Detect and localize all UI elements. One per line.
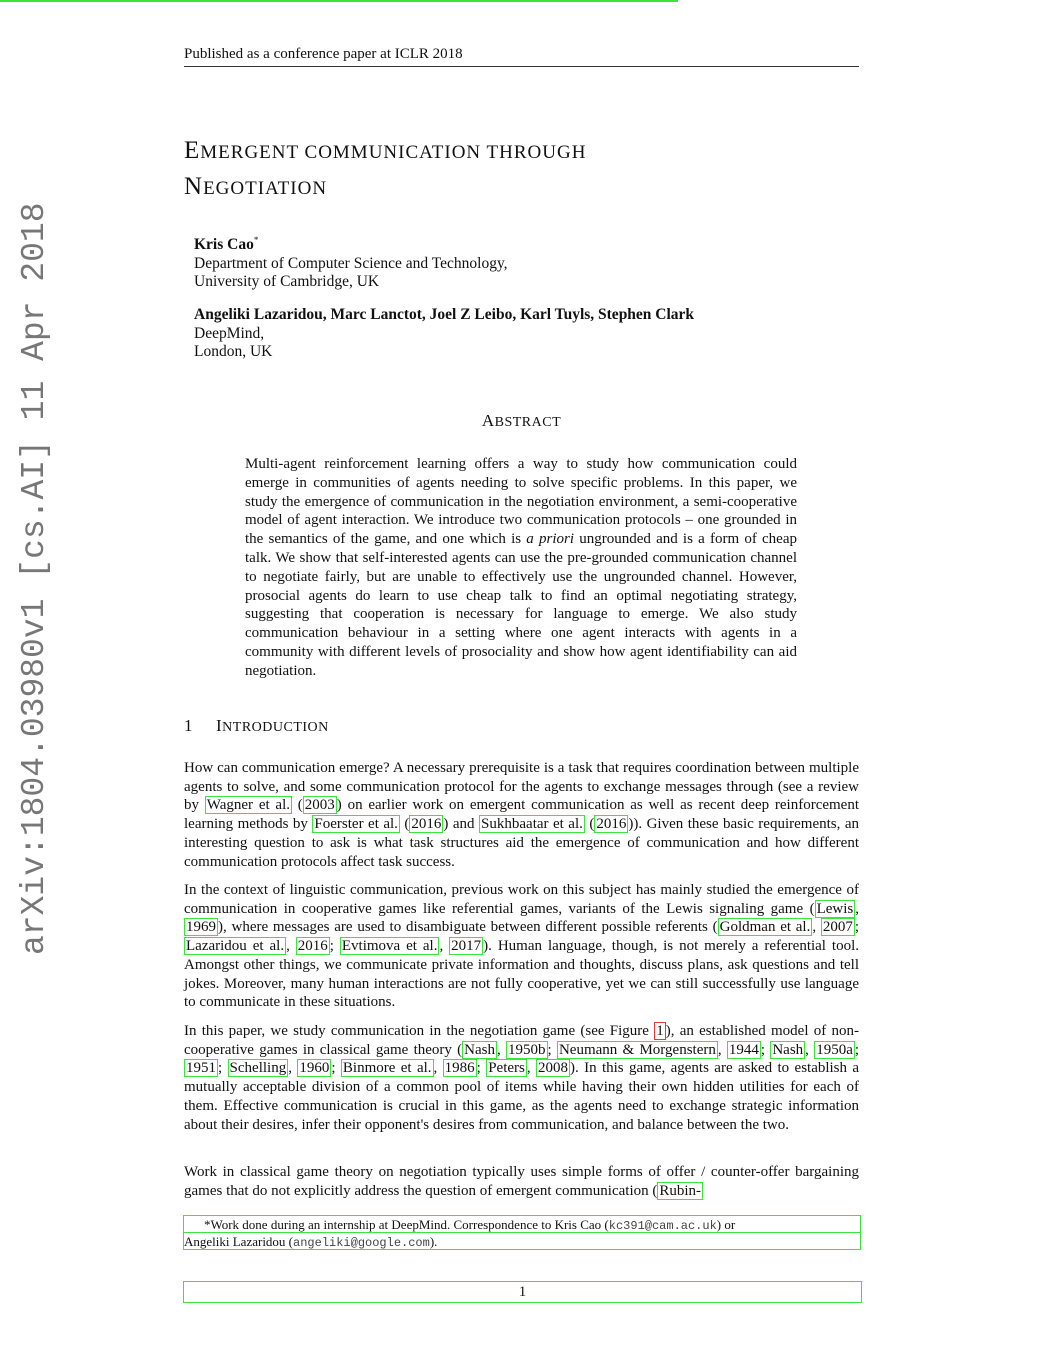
citation-link[interactable]: 1950b xyxy=(508,1041,546,1058)
footnote-line-1[interactable]: *Work done during an internship at DeepMind. Correspondence to Kris Cao (kc391@cam.ac.uk) or xyxy=(183,1215,861,1233)
citation-link[interactable]: Nash xyxy=(464,1041,495,1058)
abstract-body: Multi-agent reinforcement learning offers a way to study how communication could emerge in communities of agents needing to solve specific problems. In this paper, we study the emergence of communication in the negotiation environment, a semi-cooperative model of agent interaction. We introduce two communication protocols – one grounded in the semantics of the game, and one which is a priori ungrounded and is a form of cheap talk. We show that self-interested agents can use the pre-grounded communication channel to negotiate fairly, but are unable to effectively use the ungrounded channel. However, prosocial agents do learn to use cheap talk to find an optimal negotiating strategy, suggesting that cooperation is necessary for language to emerge. We also study communication behaviour in a setting where one agent interacts with agents in a community with different levels of prosociality and show how agent identifiability can aid negotiation. xyxy=(245,456,797,679)
citation-link[interactable]: 1986 xyxy=(444,1060,475,1077)
footnote xyxy=(183,1215,861,1249)
citation-link[interactable]: 1969 xyxy=(186,919,216,936)
section-heading-introduction: 1 INTRODUCTION xyxy=(184,716,329,735)
citation-link[interactable]: Lewis xyxy=(816,900,854,917)
citation-link[interactable]: Peters xyxy=(488,1060,525,1077)
author-names: Kris Cao xyxy=(194,236,254,254)
affiliation: London, UK xyxy=(194,343,273,360)
citation-link[interactable]: 2007 xyxy=(822,919,853,936)
running-header: Published as a conference paper at ICLR 2018 xyxy=(184,45,859,67)
paragraph-1: How can communication emerge? A necessary prerequisite is a task that requires coordination between multiple agents to solve, and some communication protocol for the agents to exchange messages through (see a review by Wagner et al. ( 2003 ) on earlier work on emergent communication as well as recent deep reinforcement learning methods by Foerster et al. ( 2016 ) and Sukhbaatar et al. ( 2016 )). Given these basic requirements, an interesting question to ask is what task structures aid the emergence of communication and how different communication protocols affect task success. xyxy=(184,760,860,870)
paper-title: EMERGENT COMMUNICATION THROUGH NEGOTIATION xyxy=(184,137,587,200)
paragraph-3: In this paper, we study communication in the negotiation game (see Figure 1 ), an established model of non-cooperative games in classical game theory ( Nash , 1950b ; Neumann & Morgenstern , 1944 ; Nash , 1950a ; 1951 ; Schelling , 1960 ; Binmore et al. , 1986 ; Peters , 2008 ). In this game, agents are asked to establish a mutually acceptable division of a common pool of items while having their own hidden utilities for each of them. Effective communication is crucial in this game, as the agents need to exchange strategic information about their desires, infer their opponent's desires from communication, and balance between the two. xyxy=(184,1023,860,1133)
citation-link[interactable]: Foerster et al. xyxy=(314,816,398,833)
citation-link[interactable]: 2003 xyxy=(304,797,335,814)
citation-link[interactable]: 1944 xyxy=(728,1041,759,1058)
citation-link[interactable]: Goldman et al. xyxy=(719,919,811,936)
paragraph-4: Work in classical game theory on negotiation typically uses simple forms of offer / counter-offer bargaining games that do not explicitly address the question of emergent communication ( Rubin- xyxy=(184,1164,859,1199)
citation-link[interactable]: Nash xyxy=(772,1041,804,1058)
citation-link[interactable]: Schelling xyxy=(229,1060,287,1077)
citation-link[interactable]: 1950a xyxy=(816,1041,853,1058)
author-block-2 xyxy=(194,306,694,362)
citation-link[interactable]: 2016 xyxy=(297,938,328,955)
top-highlight-line xyxy=(0,0,678,2)
citation-link[interactable]: 2016 xyxy=(411,816,442,833)
email-link[interactable]: angeliki@google.com xyxy=(293,1236,430,1250)
author-names: Angeliki Lazaridou, Marc Lanctot, Joel Z Leibo, Karl Tuyls, Stephen Clark xyxy=(194,306,695,323)
citation-link[interactable]: 2017 xyxy=(451,938,482,955)
affiliation: University of Cambridge, UK xyxy=(194,273,380,291)
email-link[interactable]: kc391@cam.ac.uk xyxy=(608,1219,717,1233)
citation-link[interactable]: 2008 xyxy=(538,1060,568,1077)
citation-link[interactable]: Rubin- xyxy=(659,1182,702,1199)
paragraph-2: In the context of linguistic communication, previous work on this subject has mainly studied the emergence of communication in cooperative games like referential games, variants of the Lewis signaling game ( Lewis , 1969 ), where messages are used to disambiguate between different possible referents ( Goldman et al. , 2007 ; Lazaridou et al. , 2016 ; Evtimova et al. , 2017 ). Human language, though, is not merely a referential tool. Amongst other things, we communicate private information and thoughts, discuss plans, ask questions and tell jokes. Moreover, many human interactions are not fully cooperative, yet we can still successfully use language to communicate in these situations. xyxy=(184,882,860,1011)
figure-reference-link[interactable]: 1 xyxy=(656,1023,664,1039)
page-number[interactable]: 1 xyxy=(183,1281,862,1303)
citation-link[interactable]: Lazaridou et al. xyxy=(186,938,285,955)
abstract-heading: ABSTRACT xyxy=(481,411,562,430)
citation-link[interactable]: 1960 xyxy=(299,1060,330,1077)
citation-link[interactable]: Binmore et al. xyxy=(342,1060,432,1077)
author-block-1: Kris Cao* Department of Computer Science and Technology, University of Cambridge, UK xyxy=(194,235,508,291)
citation-link[interactable]: Evtimova et al. xyxy=(341,938,438,955)
citation-link[interactable]: Sukhbaatar et al. xyxy=(481,816,583,833)
footnote-line-2[interactable]: Angeliki Lazaridou (angeliki@google.com). xyxy=(183,1233,861,1250)
affiliation: Department of Computer Science and Technology, xyxy=(194,254,508,272)
citation-link[interactable]: Neumann & Morgenstern xyxy=(558,1041,716,1058)
arxiv-stamp: arXiv:1804.03980v1 [cs.AI] 11 Apr 2018 xyxy=(16,202,53,955)
citation-link[interactable]: Wagner et al. xyxy=(206,797,291,814)
citation-link[interactable]: 1951 xyxy=(186,1060,216,1077)
citation-link[interactable]: 2016 xyxy=(596,816,627,833)
affiliation: DeepMind, xyxy=(194,324,265,342)
